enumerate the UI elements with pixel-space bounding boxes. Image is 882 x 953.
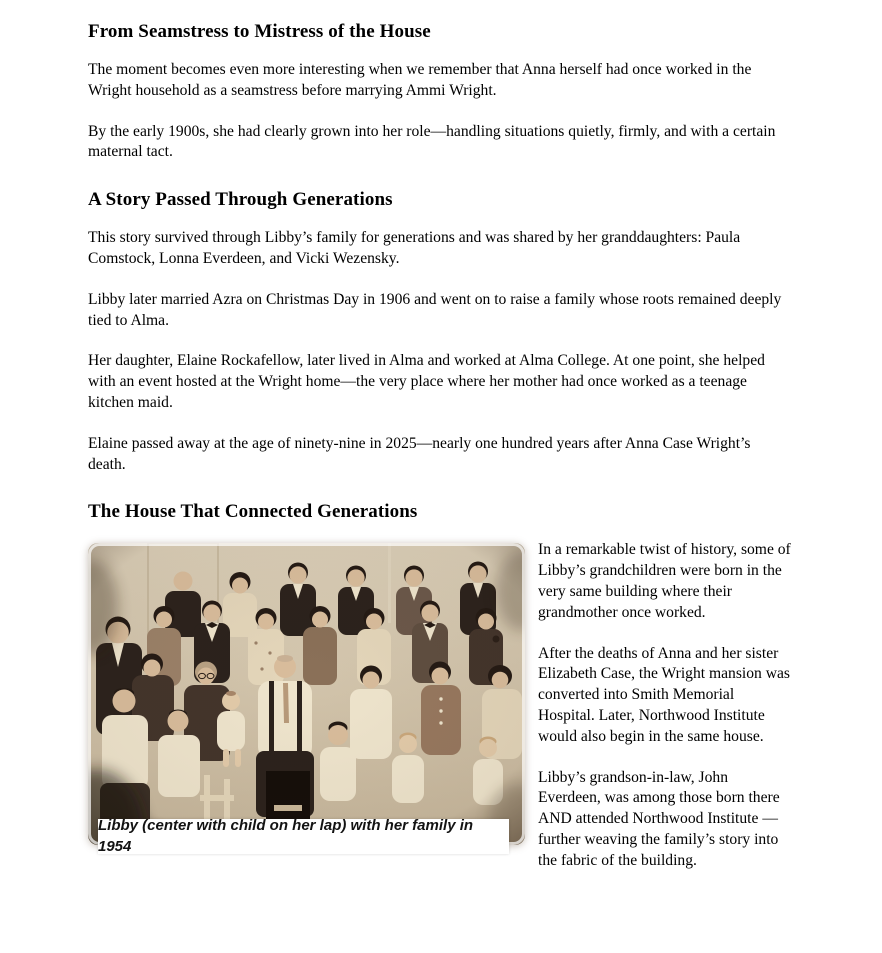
paragraph: Libby’s grandson-in-law, John Everdeen, was among those born there AND attended Northwood Institute — further weaving the family’s story into the fabric of the building. [538,768,780,869]
paragraph: Libby later married Azra on Christmas Day in 1906 and went on to raise a family whose roots remained deeply tied to Alma. [88,290,782,329]
section-house-connected [88,501,792,891]
family-photo-image [88,543,525,845]
family-photo-figure [88,543,525,854]
section-heading-seamstress: From Seamstress to Mistress of the House [88,21,431,42]
paragraph: This story survived through Libby’s family for generations and was shared by her granddaughters: Paula Comstock, Lonna Everdeen, and Vicki Wezensky. [88,229,741,267]
paragraph: Elaine passed away at the age of ninety-nine in 2025—nearly one hundred years after Anna Case Wright’s death. [88,434,751,473]
photo-caption: Libby (center with child on her lap) with her family in 1954 [98,819,509,854]
paragraph: In a remarkable twist of history, some of Libby’s grandchildren were born in the very same building where their grandmother once worked. [538,541,791,621]
paragraph: Her daughter, Elaine Rockafellow, later lived in Alma and worked at Alma College. At one point, she helped with an event hosted at the Wright home—the very place where her mother had once worked as a teenage kitchen maid. [88,352,765,411]
section-seamstress [88,21,792,163]
section-heading-story: A Story Passed Through Generations [88,189,393,211]
paragraph: The moment becomes even more interesting when we remember that Anna herself had once worked in the Wright household as a seamstress before marrying Ammi Wright. [88,61,752,99]
paragraph: By the early 1900s, she had clearly grown into her role—handling situations quietly, firmly, and with a certain maternal tact. [88,122,776,161]
paragraph: After the deaths of Anna and her sister Elizabeth Case, the Wright mansion was converted into Smith Memorial Hospital. Later, Northwood Institute would also begin in the same house. [538,644,790,745]
section-heading-house: The House That Connected Generations [88,501,418,523]
section-story-generations [88,189,792,475]
